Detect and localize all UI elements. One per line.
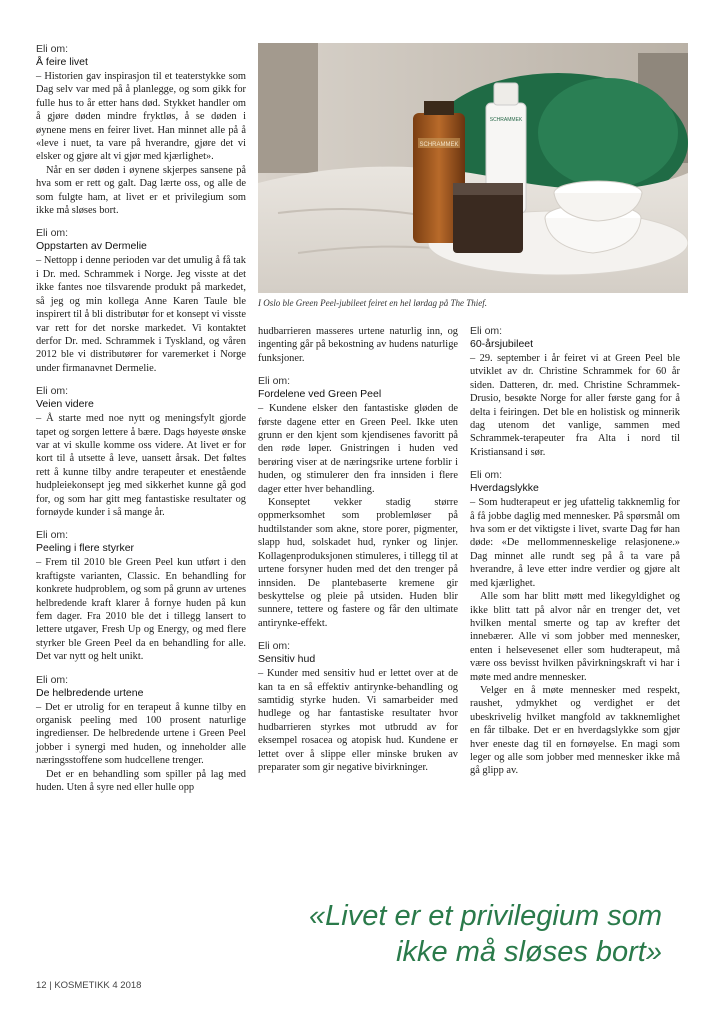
page-folio: 12 | KOSMETIKK 4 2018 (36, 980, 142, 991)
section-subhead: Å feire livet (36, 56, 88, 68)
section-subhead: Veien videre (36, 398, 94, 411)
section-kicker: Eli om: (470, 469, 503, 482)
section-sensitiv-hud (258, 640, 458, 774)
section-jubileet (470, 325, 680, 459)
section-subhead: 60-årsjubileet (470, 338, 534, 350)
section-kicker: Eli om: (36, 385, 69, 398)
product-photo (258, 43, 688, 293)
body-paragraph: – Frem til 2010 ble Green Peel kun utført i den kraftigste varianten, Classic. En behandling for konkrete hudproblem, og som på grunn av urtenes helbredende kraft klarer å fornye huden på kun fem dager. Fra 2010 ble det i tillegg lansert to lettere utgaver, Fresh Up og Energy, og med flere styrker ble Green Peel da en behandling for alle. Det var nytt og helt unikt. (36, 557, 246, 663)
body-paragraph: – Å starte med noe nytt og meningsfylt gjorde tapet og sorgen lettere å bære. Dags høyeste ønske var at vi skulle komme oss videre. At livet er for kort til å utsette å leve, uansett årsak. Det føltes rett å kunne tilby andre terapeuter et enestående hudpleiekonsept jeg med sikkerhet kunne gå god for, og som har gitt meg fantastiske resultater og fornøyde kunder i så mange år. (36, 413, 246, 518)
body-paragraph: – Nettopp i denne perioden var det umulig å få tak i Dr. med. Schrammek i Norge. Jeg visste at det ikke fantes noe tilsvarende produkt på markedet, så jeg og min kollega Anne Karen Taule ble inspirert til å bli distributør for et konsept vi visste var rett for det norske markedet. Vi kontaktet derfor Dr. med. Schrammek i Tyskland, og våren 2012 ble vi distributører for varemerket i Norge under firmanavnet Dermelie. (36, 255, 246, 374)
section-kicker: Eli om: (36, 673, 69, 686)
section-peeling (36, 529, 246, 663)
pull-quote-line: ikke må sløses bort» (396, 936, 662, 968)
body-paragraph: Når en ser døden i øynene skjerpes sansene på hva som er rett og galt. Dag lærte oss, og alle de som fulgte ham, at livet er et privilegium som ikke må sløses bort. (36, 164, 246, 217)
body-paragraph: – 29. september i år feiret vi at Green Peel ble utviklet av dr. Christine Schrammek for 60 år siden. Datteren, dr. med. Christine Schrammek-Drusio, besøkte Norge for aller første gang for å delta i feiringen. Det ble en holistisk og minnerik dag utenom det vanlige, sammen med Schrammek-terapeuter fra Alta i nord til Kristiansand i sør. (470, 353, 680, 458)
body-paragraph: – Kunder med sensitiv hud er lettet over at de kan ta en så effektiv antirynke-behandling og samtidig styrke huden. Vi samarbeider med hudlege og har fantastiske resultater hvor hudbarrieren styrkes mot utbrudd av for eksempel rosacea og atopisk hud. Kundene er lettet over å slippe eller minske bruken av preparater som gir negative bivirkninger. (258, 668, 458, 773)
body-paragraph: Alle som har blitt møtt med likegyldighet og ikke blitt tatt på alvor når en trenger det, vet hvilken mental smerte og tap av krefter det innebærer. Alle vi som jobber med mennesker, enten i helsevesenet eller som hudterapeut, må være oss bevisst hvilken påvirkningskraft vi har i møte med andre mennesker. (470, 591, 680, 683)
section-hverdagslykke (470, 469, 680, 778)
pull-quote-line: «Livet er et privilegium som (309, 900, 662, 932)
body-paragraph: – Det er utrolig for en terapeut å kunne tilby en organisk peeling med 100 prosent naturlige ingredienser. De helbredende urtene i Green Peel jobber i synergi med huden, og inneholder alle næringsstoffene som hudcellene trenger. (36, 701, 246, 767)
section-continuation (258, 325, 458, 365)
body-paragraph: – Kundene elsker den fantastiske gløden de første dagene etter en Green Peel. Ikke uten grunn er den kjent som kjendisenes favoritt på den røde løper. Gnistringen i huden ved berøring viser at de næringsrike urtene forblir i huden, og stimulerer den fra innsiden i flere dager etter hver behandling. (258, 403, 458, 495)
section-subhead: Hverdagslykke (470, 482, 539, 495)
section-subhead: Peeling i flere styrker (36, 542, 135, 555)
section-subhead: Sensitiv hud (258, 653, 316, 666)
section-urtene (36, 674, 246, 795)
bottle-label: SCHRAMMEK (419, 142, 459, 148)
section-fordelene (258, 375, 458, 630)
section-feire-livet (36, 43, 246, 217)
section-subhead: Oppstarten av Dermelie (36, 240, 147, 253)
left-column (36, 43, 246, 804)
section-subhead: Fordelene ved Green Peel (258, 388, 382, 401)
section-kicker: Eli om: (36, 227, 69, 240)
pull-quote (300, 898, 662, 970)
body-paragraph: hudbarrieren masseres urtene naturlig inn, og ingenting går på bekostning av hudens naturlige funksjoner. (258, 326, 458, 364)
body-paragraph: Det er en behandling som spiller på lag med huden. Uten å syre ned eller hulle opp (36, 768, 246, 794)
section-oppstarten (36, 227, 246, 375)
section-kicker: Eli om: (258, 640, 291, 653)
body-paragraph: Konseptet vekker stadig større oppmerksomhet som problemløser på hudtilstander som akne, store porer, pigmenter, slapp hud, solskadet hud, rynker og linjer. Kollagenproduksjonen stimuleres, i tillegg til at urtene forsyner huden med det den trenger på innsiden. De plantebaserte kremene gir beskyttelse og pleie på utsiden. Huden blir sunnere, tettere og fastere og får den ultimate antirynke-effekt. (258, 497, 458, 629)
product-photo-illustration (258, 43, 688, 293)
middle-column (258, 325, 458, 784)
right-column (470, 325, 680, 788)
section-kicker: Eli om: (36, 43, 69, 55)
section-kicker: Eli om: (36, 529, 69, 542)
section-kicker: Eli om: (258, 375, 291, 388)
body-paragraph: – Som hudterapeut er jeg ufattelig takknemlig for å få jobbe daglig med mennesker. På spørsmål om hva som er det viktigste i livet, svarte Dag før han døde: «De mellommenneskelige relasjonene.» Dag minnet alle rundt seg på å ta vare på hverandre, å leve etter indre verdier og gjøre alt med kjærlighet. (470, 497, 680, 589)
body-paragraph: – Historien gav inspirasjon til et teaterstykke som Dag selv var med på å planlegge, og som gikk for fulle hus to år etter hans død. Stykket handler om å gjøre døden mindre fryktløs, å se døden i øynene mens en feirer livet. Han minnet alle på å «leve i nuet, ta vare på hverandre, gjøre det vi elsker og gjøre alt vi gjør med kjærlighet». (36, 71, 246, 163)
section-kicker: Eli om: (470, 325, 503, 337)
body-paragraph: Velger en å møte mennesker med respekt, raushet, ydmykhet og verdighet er det ubeskrivelig hvilket mangfold av takknemlighet en får tilbake. Det er en hverdagslykke som gjør hver eneste dag til en fornøyelse. En magi som leger og alle som jobber med mennesker ikke må gå glipp av. (470, 684, 680, 777)
section-veien-videre (36, 385, 246, 519)
bottle-label: SCHRAMMEK (489, 117, 523, 123)
section-subhead: De helbredende urtene (36, 686, 144, 699)
photo-caption: I Oslo ble Green Peel-jubileet feiret en hel lørdag på The Thief. (258, 298, 487, 308)
